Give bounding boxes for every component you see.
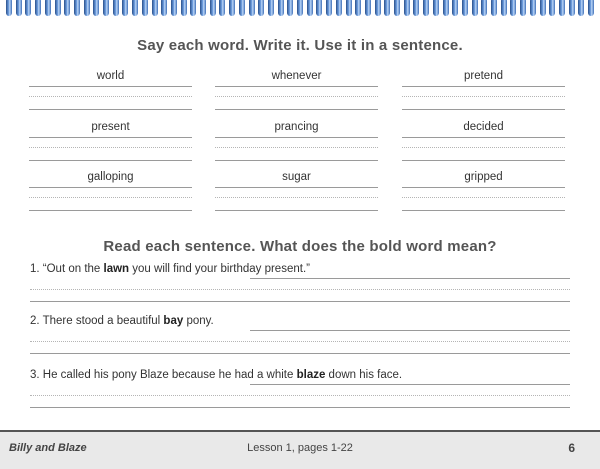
binding-coil: [336, 0, 342, 16]
binding-coil: [161, 0, 167, 16]
binding-coil: [462, 0, 468, 16]
binding-coil: [16, 0, 22, 16]
spiral-binding: [0, 0, 600, 20]
writing-line: [29, 187, 192, 188]
binding-coil: [258, 0, 264, 16]
writing-line: [215, 160, 378, 161]
binding-coil: [588, 0, 594, 16]
binding-coil: [559, 0, 565, 16]
writing-line: [215, 187, 378, 188]
binding-coil: [297, 0, 303, 16]
sentence-item: 1. “Out on the lawn you will find your birthday present.”: [30, 263, 310, 275]
binding-coil: [443, 0, 449, 16]
binding-coil: [501, 0, 507, 16]
vocabulary-word: sugar: [282, 171, 311, 183]
binding-coil: [268, 0, 274, 16]
binding-coil: [249, 0, 255, 16]
binding-coil: [384, 0, 390, 16]
writing-line: [215, 109, 378, 110]
lesson-reference: Lesson 1, pages 1-22: [247, 442, 353, 454]
page-number: 6: [568, 441, 575, 455]
answer-line: [250, 278, 570, 279]
binding-coil: [229, 0, 235, 16]
binding-coil: [103, 0, 109, 16]
writing-line: [29, 109, 192, 110]
binding-coil: [578, 0, 584, 16]
writing-line: [215, 137, 378, 138]
binding-coil: [355, 0, 361, 16]
sentence-item: 3. He called his pony Blaze because he had a white blaze down his face.: [30, 369, 403, 381]
binding-coil: [93, 0, 99, 16]
binding-coil: [200, 0, 206, 16]
dotted-guide-line: [29, 147, 192, 148]
binding-coil: [472, 0, 478, 16]
dotted-guide-line: [29, 96, 192, 97]
writing-line: [215, 210, 378, 211]
binding-coil: [239, 0, 245, 16]
binding-coil: [423, 0, 429, 16]
answer-line: [30, 301, 570, 302]
writing-line: [402, 187, 565, 188]
binding-coil: [190, 0, 196, 16]
binding-coil: [375, 0, 381, 16]
binding-coil: [481, 0, 487, 16]
binding-coil: [530, 0, 536, 16]
vocabulary-word: prancing: [274, 121, 319, 133]
bold-word: lawn: [103, 263, 130, 275]
binding-coil: [152, 0, 158, 16]
vocabulary-word: whenever: [271, 70, 322, 82]
book-title: Billy and Blaze: [9, 442, 87, 454]
dotted-guide-line: [402, 197, 565, 198]
dotted-guide-line: [30, 341, 570, 342]
binding-coil: [84, 0, 90, 16]
vocabulary-word: world: [96, 70, 125, 82]
page-footer: [0, 430, 600, 469]
binding-coil: [25, 0, 31, 16]
section-heading-vocabulary: Say each word. Write it. Use it in a sentence.: [137, 37, 463, 54]
dotted-guide-line: [215, 147, 378, 148]
binding-coil: [6, 0, 12, 16]
vocabulary-word: gripped: [464, 171, 503, 183]
binding-coil: [365, 0, 371, 16]
binding-coil: [510, 0, 516, 16]
binding-coil: [45, 0, 51, 16]
binding-coil: [210, 0, 216, 16]
binding-coil: [346, 0, 352, 16]
binding-coil: [433, 0, 439, 16]
binding-coil: [413, 0, 419, 16]
writing-line: [402, 86, 565, 87]
binding-coil: [540, 0, 546, 16]
binding-coil: [181, 0, 187, 16]
writing-line: [29, 137, 192, 138]
vocabulary-word: galloping: [87, 171, 134, 183]
dotted-guide-line: [402, 96, 565, 97]
binding-coil: [171, 0, 177, 16]
binding-coil: [287, 0, 293, 16]
dotted-guide-line: [30, 289, 570, 290]
binding-coil: [55, 0, 61, 16]
binding-coil: [113, 0, 119, 16]
answer-line: [30, 407, 570, 408]
binding-coil: [569, 0, 575, 16]
section-heading-bold-words: Read each sentence. What does the bold word mean?: [103, 238, 497, 255]
bold-word: bay: [163, 315, 184, 327]
dotted-guide-line: [215, 197, 378, 198]
sentence-item: 2. There stood a beautiful bay pony.: [30, 315, 214, 327]
bold-word: blaze: [296, 369, 326, 381]
binding-coil: [316, 0, 322, 16]
writing-line: [29, 86, 192, 87]
binding-coil: [142, 0, 148, 16]
binding-coil: [278, 0, 284, 16]
vocabulary-word: pretend: [463, 70, 503, 82]
writing-line: [402, 109, 565, 110]
vocabulary-word: decided: [463, 121, 504, 133]
binding-coil: [132, 0, 138, 16]
binding-coil: [64, 0, 70, 16]
writing-line: [29, 210, 192, 211]
answer-line: [250, 330, 570, 331]
binding-coil: [326, 0, 332, 16]
writing-line: [402, 160, 565, 161]
answer-line: [30, 353, 570, 354]
vocabulary-word: present: [91, 121, 130, 133]
writing-line: [402, 137, 565, 138]
binding-coil: [307, 0, 313, 16]
dotted-guide-line: [402, 147, 565, 148]
writing-line: [402, 210, 565, 211]
binding-coil: [520, 0, 526, 16]
binding-coil: [122, 0, 128, 16]
binding-coil: [35, 0, 41, 16]
binding-coil: [394, 0, 400, 16]
answer-line: [250, 384, 570, 385]
binding-coil: [549, 0, 555, 16]
binding-coil: [491, 0, 497, 16]
binding-coil: [74, 0, 80, 16]
dotted-guide-line: [215, 96, 378, 97]
writing-line: [215, 86, 378, 87]
binding-coil: [404, 0, 410, 16]
dotted-guide-line: [30, 395, 570, 396]
binding-coil: [452, 0, 458, 16]
writing-line: [29, 160, 192, 161]
dotted-guide-line: [29, 197, 192, 198]
binding-coil: [219, 0, 225, 16]
